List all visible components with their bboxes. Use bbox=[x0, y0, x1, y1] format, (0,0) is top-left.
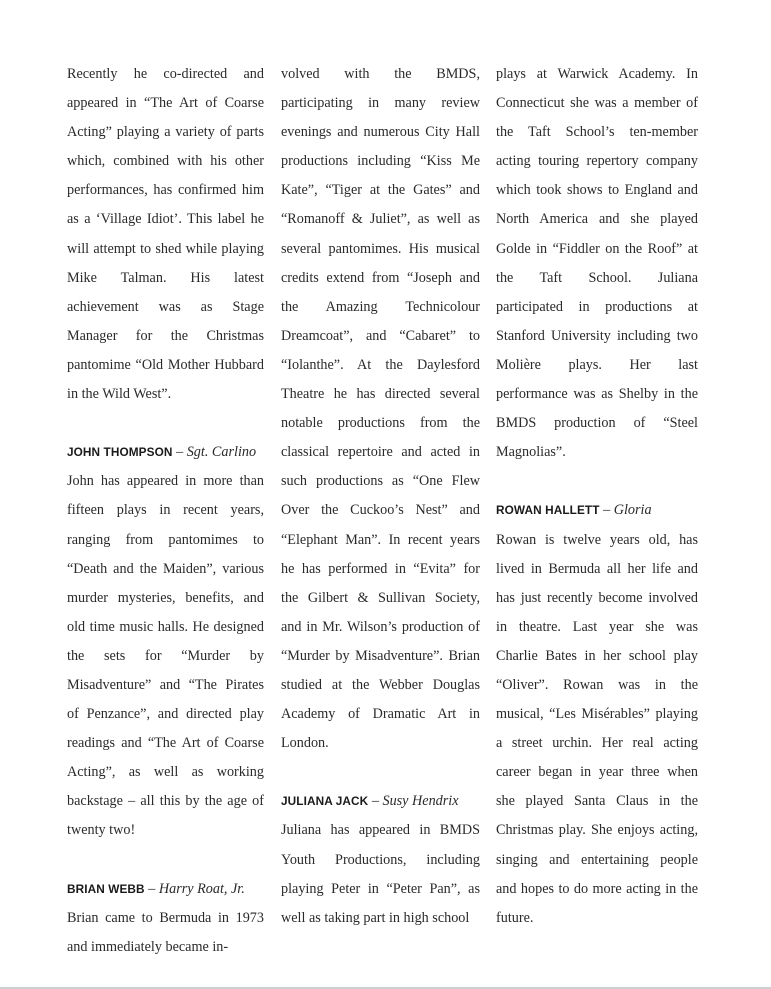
spacer bbox=[496, 467, 698, 496]
separator: – bbox=[172, 444, 187, 461]
separator: – bbox=[368, 793, 383, 810]
cast-name: JULIANA JACK bbox=[281, 794, 369, 809]
john-thompson-bio: John has appeared in more than fifteen plays in recent years, ranging from pantomimes to “Death and the Maiden”, various murder mysteries, benefits, and old time music halls. He designed the sets for “Murder by Misadventure” and “The Pirates of Penzance”, and directed play readings and “The Art of Coarse Acting”, as well as working backstage – all this by the age of twenty two! bbox=[67, 473, 264, 839]
column-2 bbox=[281, 60, 480, 933]
mike-talman-bio: Recently he co-directed and appeared in “The Art of Coarse Acting” playing a variety of parts which, combined with his other performances, has confirmed him as a ‘Village Idiot’. This label he will attempt to shed while playing Mike Talman. His latest achievement was as Stage Manager for the Christmas pantomime “Old Mother Hubbard in the Wild West”. bbox=[67, 66, 264, 403]
brian-webb-bio-start: Brian came to Bermuda in 1973 and immediately became in- bbox=[67, 909, 264, 955]
spacer bbox=[67, 846, 264, 875]
rowan-hallett-bio: Rowan is twelve years old, has lived in Bermuda all her life and has just recently become involved in theatre. Last year she was Charlie Bates in her school play “Oliver”. Rowan was in the musical, “Les Misérables” playing a street urchin. Her real acting career began in year three when she played Santa Claus in the Christmas play. She enjoys acting, singing and entertaining people and hopes to do more acting in the future. bbox=[496, 531, 698, 926]
juliana-jack-bio-start: Juliana has appeared in BMDS Youth Productions, including playing Peter in “Peter Pan”, as well as taking part in high school bbox=[281, 822, 480, 926]
juliana-jack-bio-continued: plays at Warwick Academy. In Connecticut she was a member of the Taft School’s ten-member acting touring repertory company which took shows to England and North America and she played Golde in “Fiddler on the Roof” at the Taft School. Juliana participated in productions at Stanford University including two Molière plays. Her last performance was as Shelby in the BMDS production of “Steel Magnolias”. bbox=[496, 66, 698, 461]
spacer bbox=[67, 409, 264, 438]
brian-webb-bio-continued: volved with the BMDS, participating in many review evenings and numerous City Hall productions including “Kiss Me Kate”, “Tiger at the Gates” and “Romanoff & Juliet”, as well as several pantomimes. His musical credits extend from “Joseph and the Amazing Technicolour Dreamcoat”, and “Cabaret” to “Iolanthe”. At the Daylesford Theatre he has directed several notable productions from the classical repertoire and acted in such productions as “One Flew Over the Cuckoo’s Nest” and “Elephant Man”. In recent years he has performed in “Evita” for the Gilbert & Sullivan Society, and in Mr. Wilson’s production of “Murder by Misadventure”. Brian studied at the Webber Douglas Academy of Dramatic Art in London. bbox=[281, 66, 480, 752]
cast-role: Sgt. Carlino bbox=[186, 444, 257, 461]
cast-name: JOHN THOMPSON bbox=[67, 445, 173, 460]
cast-heading-rowan-hallett bbox=[496, 496, 698, 525]
cast-name: BRIAN WEBB bbox=[67, 881, 145, 896]
column-1 bbox=[67, 60, 264, 962]
separator: – bbox=[144, 880, 159, 897]
cast-heading-juliana-jack bbox=[281, 787, 480, 816]
cast-heading-brian-webb bbox=[67, 875, 264, 904]
cast-role: Susy Hendrix bbox=[382, 793, 459, 810]
cast-heading-john-thompson bbox=[67, 438, 264, 467]
separator: – bbox=[599, 502, 614, 519]
cast-name: ROWAN HALLETT bbox=[496, 503, 600, 518]
cast-role: Gloria bbox=[613, 502, 652, 519]
column-3 bbox=[496, 60, 698, 933]
spacer bbox=[281, 758, 480, 787]
cast-role: Harry Roat, Jr. bbox=[158, 880, 245, 897]
